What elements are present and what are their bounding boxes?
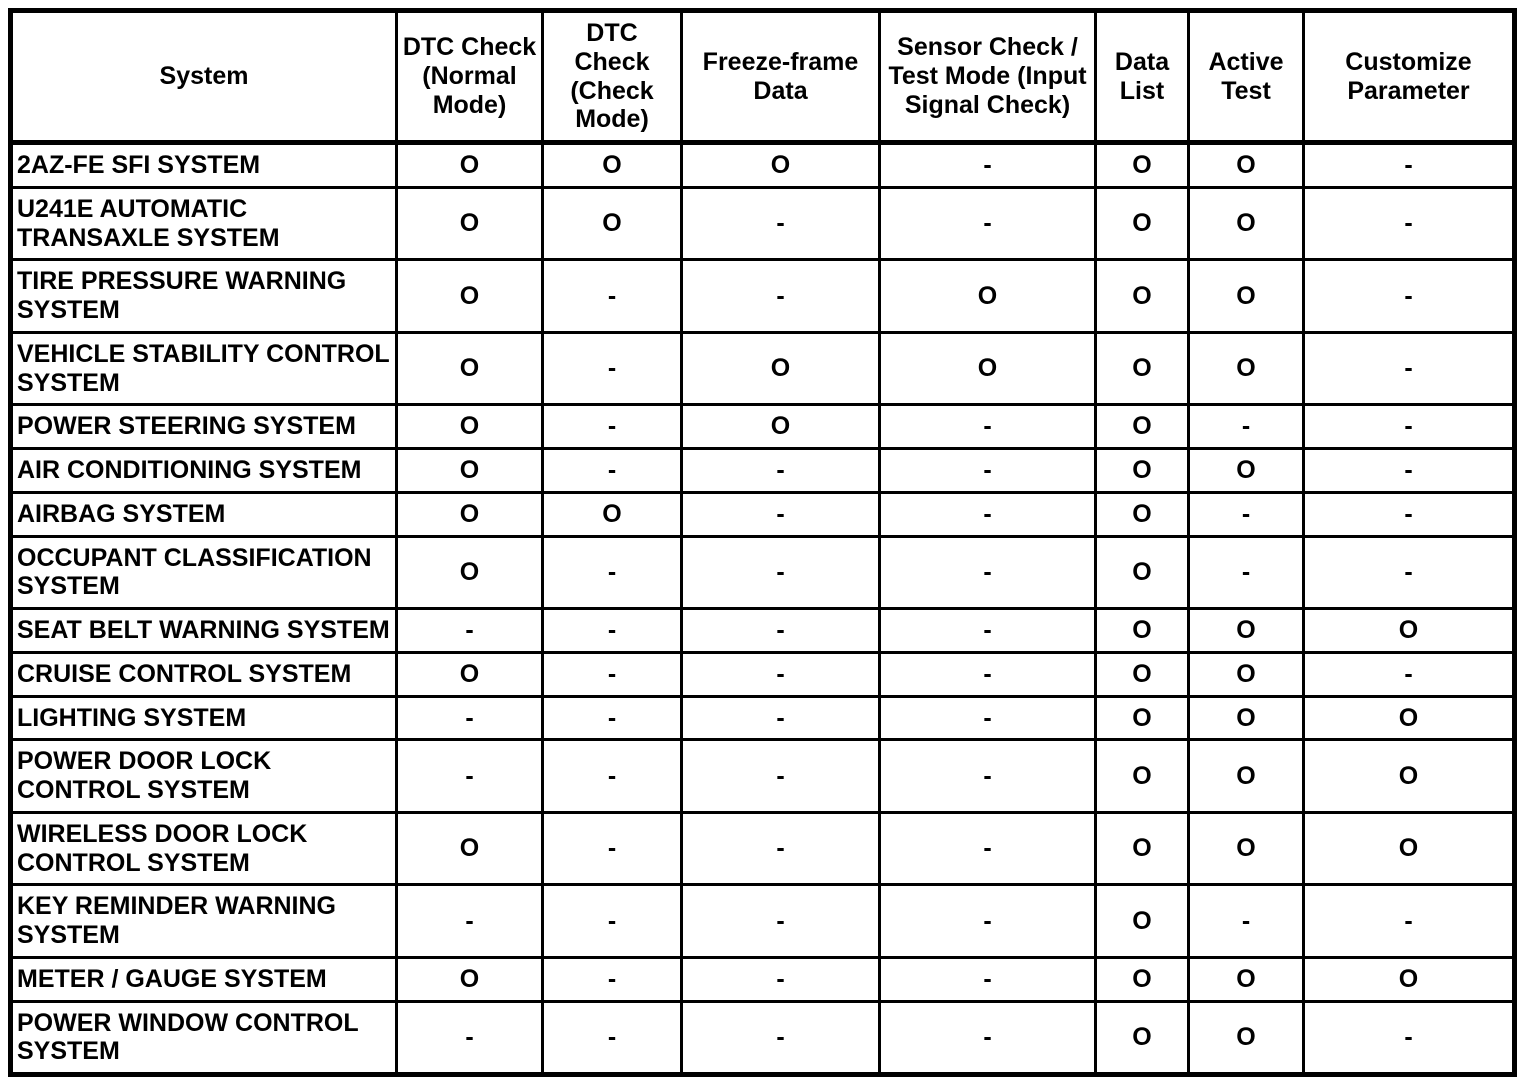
not-supported-mark-cell: - bbox=[1304, 143, 1515, 188]
system-name-cell: TIRE PRESSURE WARNING SYSTEM bbox=[11, 260, 397, 333]
not-supported-mark-cell: - bbox=[880, 449, 1096, 493]
not-supported-mark-cell: - bbox=[1304, 187, 1515, 260]
table-row bbox=[11, 332, 1515, 405]
supported-mark-cell: O bbox=[1304, 696, 1515, 740]
not-supported-mark-cell: - bbox=[1304, 332, 1515, 405]
system-name-cell: U241E AUTOMATIC TRANSAXLE SYSTEM bbox=[11, 187, 397, 260]
not-supported-mark-cell: - bbox=[880, 740, 1096, 813]
supported-mark-cell: O bbox=[1189, 1001, 1304, 1075]
supported-mark-cell: O bbox=[397, 492, 543, 536]
column-header-system: System bbox=[11, 11, 397, 143]
supported-mark-cell: O bbox=[397, 957, 543, 1001]
not-supported-mark-cell: - bbox=[397, 740, 543, 813]
supported-mark-cell: O bbox=[1189, 260, 1304, 333]
not-supported-mark-cell: - bbox=[1304, 492, 1515, 536]
not-supported-mark-cell: - bbox=[880, 187, 1096, 260]
not-supported-mark-cell: - bbox=[1304, 260, 1515, 333]
supported-mark-cell: O bbox=[397, 260, 543, 333]
not-supported-mark-cell: - bbox=[682, 187, 880, 260]
not-supported-mark-cell: - bbox=[1304, 449, 1515, 493]
table-row bbox=[11, 260, 1515, 333]
system-name-cell: POWER STEERING SYSTEM bbox=[11, 405, 397, 449]
not-supported-mark-cell: - bbox=[682, 740, 880, 813]
supported-mark-cell: O bbox=[397, 449, 543, 493]
not-supported-mark-cell: - bbox=[543, 957, 682, 1001]
not-supported-mark-cell: - bbox=[543, 885, 682, 958]
supported-mark-cell: O bbox=[682, 143, 880, 188]
supported-mark-cell: O bbox=[1096, 332, 1189, 405]
system-name-cell: AIRBAG SYSTEM bbox=[11, 492, 397, 536]
diagnostic-capability-table bbox=[8, 8, 1517, 1077]
supported-mark-cell: O bbox=[1189, 449, 1304, 493]
not-supported-mark-cell: - bbox=[682, 609, 880, 653]
supported-mark-cell: O bbox=[1189, 609, 1304, 653]
supported-mark-cell: O bbox=[1096, 405, 1189, 449]
supported-mark-cell: O bbox=[1096, 609, 1189, 653]
supported-mark-cell: O bbox=[543, 187, 682, 260]
supported-mark-cell: O bbox=[1096, 696, 1189, 740]
column-header-dtc-check-normal: DTC Check (Normal Mode) bbox=[397, 11, 543, 143]
not-supported-mark-cell: - bbox=[1304, 652, 1515, 696]
supported-mark-cell: O bbox=[1304, 740, 1515, 813]
supported-mark-cell: O bbox=[1096, 143, 1189, 188]
column-header-sensor-check: Sensor Check / Test Mode (Input Signal Check) bbox=[880, 11, 1096, 143]
supported-mark-cell: O bbox=[543, 492, 682, 536]
supported-mark-cell: O bbox=[397, 812, 543, 885]
not-supported-mark-cell: - bbox=[1189, 492, 1304, 536]
table-row bbox=[11, 812, 1515, 885]
supported-mark-cell: O bbox=[1189, 652, 1304, 696]
table-row bbox=[11, 1001, 1515, 1075]
not-supported-mark-cell: - bbox=[1189, 536, 1304, 609]
not-supported-mark-cell: - bbox=[682, 812, 880, 885]
not-supported-mark-cell: - bbox=[880, 405, 1096, 449]
system-name-cell: CRUISE CONTROL SYSTEM bbox=[11, 652, 397, 696]
not-supported-mark-cell: - bbox=[397, 885, 543, 958]
not-supported-mark-cell: - bbox=[880, 696, 1096, 740]
not-supported-mark-cell: - bbox=[682, 957, 880, 1001]
system-name-cell: AIR CONDITIONING SYSTEM bbox=[11, 449, 397, 493]
supported-mark-cell: O bbox=[397, 405, 543, 449]
not-supported-mark-cell: - bbox=[1304, 885, 1515, 958]
supported-mark-cell: O bbox=[1096, 885, 1189, 958]
diagnostic-table-body bbox=[11, 143, 1515, 1075]
supported-mark-cell: O bbox=[1304, 812, 1515, 885]
system-name-cell: VEHICLE STABILITY CONTROL SYSTEM bbox=[11, 332, 397, 405]
system-name-cell: OCCUPANT CLASSIFICATION SYSTEM bbox=[11, 536, 397, 609]
supported-mark-cell: O bbox=[1096, 449, 1189, 493]
supported-mark-cell: O bbox=[1189, 187, 1304, 260]
supported-mark-cell: O bbox=[397, 652, 543, 696]
not-supported-mark-cell: - bbox=[543, 812, 682, 885]
not-supported-mark-cell: - bbox=[1304, 1001, 1515, 1075]
system-name-cell: POWER WINDOW CONTROL SYSTEM bbox=[11, 1001, 397, 1075]
supported-mark-cell: O bbox=[1304, 609, 1515, 653]
supported-mark-cell: O bbox=[1096, 492, 1189, 536]
not-supported-mark-cell: - bbox=[543, 332, 682, 405]
not-supported-mark-cell: - bbox=[397, 1001, 543, 1075]
not-supported-mark-cell: - bbox=[543, 652, 682, 696]
supported-mark-cell: O bbox=[543, 143, 682, 188]
not-supported-mark-cell: - bbox=[682, 1001, 880, 1075]
supported-mark-cell: O bbox=[1096, 1001, 1189, 1075]
not-supported-mark-cell: - bbox=[1189, 885, 1304, 958]
supported-mark-cell: O bbox=[880, 332, 1096, 405]
supported-mark-cell: O bbox=[1189, 740, 1304, 813]
not-supported-mark-cell: - bbox=[543, 405, 682, 449]
system-name-cell: LIGHTING SYSTEM bbox=[11, 696, 397, 740]
not-supported-mark-cell: - bbox=[880, 885, 1096, 958]
table-row bbox=[11, 885, 1515, 958]
not-supported-mark-cell: - bbox=[543, 609, 682, 653]
supported-mark-cell: O bbox=[1096, 187, 1189, 260]
not-supported-mark-cell: - bbox=[880, 812, 1096, 885]
supported-mark-cell: O bbox=[1189, 332, 1304, 405]
not-supported-mark-cell: - bbox=[880, 536, 1096, 609]
table-row bbox=[11, 405, 1515, 449]
system-name-cell: KEY REMINDER WARNING SYSTEM bbox=[11, 885, 397, 958]
system-name-cell: SEAT BELT WARNING SYSTEM bbox=[11, 609, 397, 653]
supported-mark-cell: O bbox=[880, 260, 1096, 333]
not-supported-mark-cell: - bbox=[880, 957, 1096, 1001]
system-name-cell: METER / GAUGE SYSTEM bbox=[11, 957, 397, 1001]
not-supported-mark-cell: - bbox=[1304, 536, 1515, 609]
supported-mark-cell: O bbox=[1304, 957, 1515, 1001]
not-supported-mark-cell: - bbox=[543, 449, 682, 493]
not-supported-mark-cell: - bbox=[543, 696, 682, 740]
not-supported-mark-cell: - bbox=[1304, 405, 1515, 449]
column-header-freeze-frame-data: Freeze-frame Data bbox=[682, 11, 880, 143]
not-supported-mark-cell: - bbox=[1189, 405, 1304, 449]
not-supported-mark-cell: - bbox=[880, 492, 1096, 536]
not-supported-mark-cell: - bbox=[880, 143, 1096, 188]
not-supported-mark-cell: - bbox=[543, 260, 682, 333]
table-row bbox=[11, 449, 1515, 493]
supported-mark-cell: O bbox=[1096, 652, 1189, 696]
supported-mark-cell: O bbox=[682, 405, 880, 449]
supported-mark-cell: O bbox=[1189, 696, 1304, 740]
table-row bbox=[11, 652, 1515, 696]
system-name-cell: 2AZ-FE SFI SYSTEM bbox=[11, 143, 397, 188]
table-row bbox=[11, 143, 1515, 188]
not-supported-mark-cell: - bbox=[880, 609, 1096, 653]
table-row bbox=[11, 609, 1515, 653]
supported-mark-cell: O bbox=[1096, 957, 1189, 1001]
table-row bbox=[11, 536, 1515, 609]
supported-mark-cell: O bbox=[1189, 957, 1304, 1001]
not-supported-mark-cell: - bbox=[682, 260, 880, 333]
supported-mark-cell: O bbox=[1096, 812, 1189, 885]
table-row bbox=[11, 696, 1515, 740]
supported-mark-cell: O bbox=[397, 143, 543, 188]
supported-mark-cell: O bbox=[682, 332, 880, 405]
not-supported-mark-cell: - bbox=[880, 1001, 1096, 1075]
table-row bbox=[11, 492, 1515, 536]
column-header-active-test: Active Test bbox=[1189, 11, 1304, 143]
header-row bbox=[11, 11, 1515, 143]
not-supported-mark-cell: - bbox=[397, 696, 543, 740]
supported-mark-cell: O bbox=[1189, 143, 1304, 188]
not-supported-mark-cell: - bbox=[880, 652, 1096, 696]
not-supported-mark-cell: - bbox=[682, 885, 880, 958]
not-supported-mark-cell: - bbox=[397, 609, 543, 653]
system-name-cell: POWER DOOR LOCK CONTROL SYSTEM bbox=[11, 740, 397, 813]
supported-mark-cell: O bbox=[397, 332, 543, 405]
not-supported-mark-cell: - bbox=[682, 696, 880, 740]
supported-mark-cell: O bbox=[1096, 740, 1189, 813]
table-row bbox=[11, 957, 1515, 1001]
not-supported-mark-cell: - bbox=[682, 536, 880, 609]
table-row bbox=[11, 740, 1515, 813]
not-supported-mark-cell: - bbox=[682, 492, 880, 536]
supported-mark-cell: O bbox=[1096, 260, 1189, 333]
not-supported-mark-cell: - bbox=[682, 652, 880, 696]
not-supported-mark-cell: - bbox=[543, 740, 682, 813]
supported-mark-cell: O bbox=[397, 536, 543, 609]
not-supported-mark-cell: - bbox=[682, 449, 880, 493]
supported-mark-cell: O bbox=[1096, 536, 1189, 609]
system-name-cell: WIRELESS DOOR LOCK CONTROL SYSTEM bbox=[11, 812, 397, 885]
column-header-customize-parameter: Customize Parameter bbox=[1304, 11, 1515, 143]
not-supported-mark-cell: - bbox=[543, 536, 682, 609]
supported-mark-cell: O bbox=[1189, 812, 1304, 885]
not-supported-mark-cell: - bbox=[543, 1001, 682, 1075]
table-header bbox=[11, 11, 1515, 143]
supported-mark-cell: O bbox=[397, 187, 543, 260]
column-header-dtc-check-check: DTC Check (Check Mode) bbox=[543, 11, 682, 143]
table-row bbox=[11, 187, 1515, 260]
column-header-data-list: Data List bbox=[1096, 11, 1189, 143]
